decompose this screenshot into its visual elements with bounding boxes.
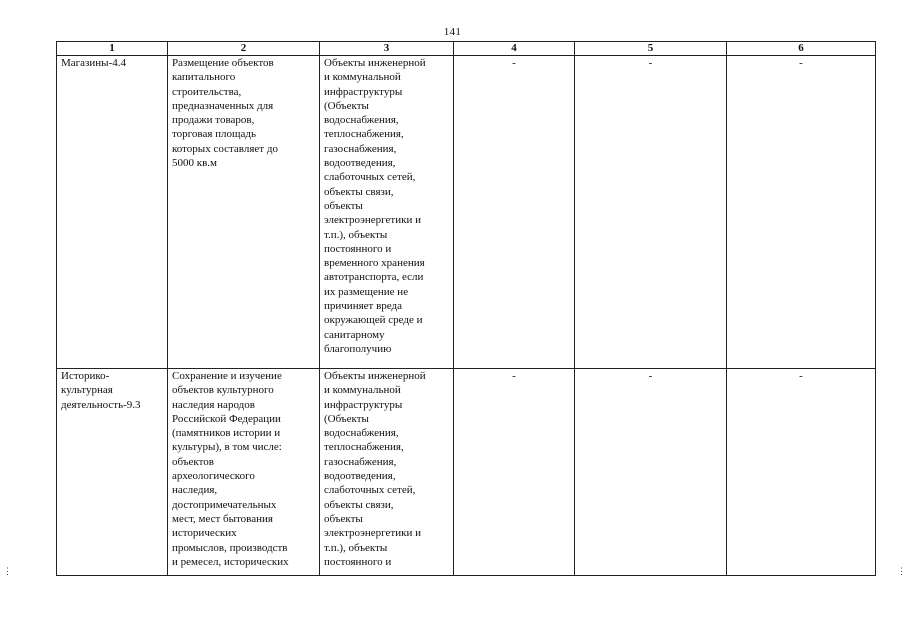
table-row [57, 369, 876, 576]
dash-cell: - [454, 369, 575, 576]
text-line: т.п.), объекты [324, 228, 388, 241]
column-header-6: 6 [727, 42, 876, 56]
text-line: газоснабжения, [324, 142, 397, 155]
text-line: продажи товаров, [172, 114, 255, 127]
text-line: водоснабжения, [324, 427, 399, 440]
text-line: достопримечательных [172, 498, 277, 511]
text-line: объекты связи, [324, 498, 394, 511]
text-line: 5000 кв.м [172, 157, 217, 170]
column-header-4: 4 [454, 42, 575, 56]
land-use-type-cell [57, 56, 168, 369]
text-line: исторических [172, 527, 237, 540]
dash-cell: - [727, 369, 876, 576]
text-line: водоотведения, [324, 157, 396, 170]
text-line: санитарному [324, 328, 385, 341]
land-use-type-cell [57, 369, 168, 576]
text-line: временного хранения [324, 257, 425, 270]
text-line: наследия народов [172, 398, 255, 411]
text-line: электроэнергетики и [324, 527, 421, 540]
text-line: автотранспорта, если [324, 271, 424, 284]
text-line: их размещение не [324, 285, 409, 298]
text-line: капитального [172, 71, 236, 84]
use-description-cell [168, 56, 320, 369]
scan-edge-mark: ⋮ [3, 566, 12, 576]
text-line: культурная [61, 384, 113, 397]
table-row [57, 56, 876, 369]
text-line: Магазины-4.4 [61, 57, 126, 69]
text-line: объекты связи, [324, 185, 394, 198]
text-line: окружающей среде и [324, 314, 423, 327]
text-line: деятельность-9.3 [61, 398, 141, 411]
text-line: Объекты инженерной [324, 370, 426, 382]
text-line: Историко- [61, 370, 110, 382]
text-line: теплоснабжения, [324, 441, 404, 454]
column-header-1: 1 [57, 42, 168, 56]
text-line: благополучию [324, 342, 392, 355]
text-line: наследия, [172, 484, 218, 497]
text-line: объекты [324, 199, 363, 212]
use-description-cell [168, 369, 320, 576]
text-line: и коммунальной [324, 71, 401, 84]
text-line: Сохранение и изучение [172, 370, 282, 382]
text-line: т.п.), объекты [324, 541, 388, 554]
text-line: постоянного и [324, 242, 392, 255]
text-line: (Объекты [324, 412, 369, 425]
text-line: и ремесел, исторических [172, 555, 289, 568]
text-line: Российской Федерации [172, 412, 281, 425]
dash-cell: - [454, 56, 575, 369]
dash-cell: - [575, 369, 727, 576]
text-line: теплоснабжения, [324, 128, 404, 141]
text-line: электроэнергетики и [324, 214, 421, 227]
text-line: мест, мест бытования [172, 512, 273, 525]
text-line: строительства, [172, 85, 242, 98]
auxiliary-use-cell [320, 369, 454, 576]
dash-cell: - [575, 56, 727, 369]
text-line: которых составляет до [172, 142, 278, 155]
text-line: газоснабжения, [324, 455, 397, 468]
text-line: культуры), в том числе: [172, 441, 282, 454]
permitted-use-table [56, 41, 876, 576]
scan-edge-mark: ⋮ [897, 566, 906, 576]
text-line: инфраструктуры [324, 398, 403, 411]
text-line: и коммунальной [324, 384, 401, 397]
column-header-3: 3 [320, 42, 454, 56]
table-header-row [57, 42, 876, 56]
page-number: 141 [443, 26, 462, 38]
text-line: слаботочных сетей, [324, 484, 416, 497]
text-line: промыслов, производств [172, 541, 288, 554]
text-line: (памятников истории и [172, 427, 281, 440]
text-line: водоснабжения, [324, 114, 399, 127]
text-line: слаботочных сетей, [324, 171, 416, 184]
text-line: предназначенных для [172, 99, 274, 112]
auxiliary-use-cell [320, 56, 454, 369]
text-line: объекты [324, 512, 363, 525]
text-line: инфраструктуры [324, 85, 403, 98]
text-line: Объекты инженерной [324, 57, 426, 69]
text-line: водоотведения, [324, 470, 396, 483]
column-header-2: 2 [168, 42, 320, 56]
dash-cell: - [727, 56, 876, 369]
text-line: торговая площадь [172, 128, 256, 141]
text-line: объектов культурного [172, 384, 274, 397]
text-line: объектов [172, 455, 214, 468]
text-line: Размещение объектов [172, 57, 274, 69]
text-line: (Объекты [324, 99, 369, 112]
text-line: постоянного и [324, 555, 392, 568]
column-header-5: 5 [575, 42, 727, 56]
text-line: археологического [172, 470, 255, 483]
text-line: причиняет вреда [324, 300, 402, 313]
